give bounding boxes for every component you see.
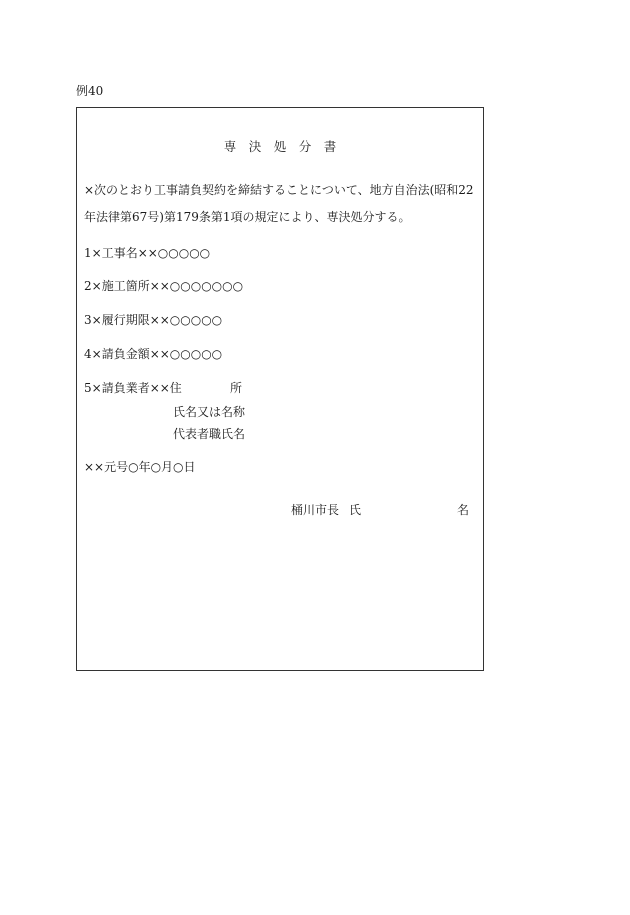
- document-title: 専 決 処 分 書: [223, 139, 337, 154]
- item-contractor: 5×請負業者××住: [84, 381, 182, 395]
- document-date: ××元号○年○月○日: [84, 460, 196, 474]
- item-contract-amount: 4×請負金額××○○○○○: [84, 347, 223, 361]
- example-label: 例40: [76, 84, 104, 98]
- item-construction-name: 1×工事名××○○○○○: [84, 246, 211, 260]
- signature-name-char-1: 氏: [349, 503, 362, 517]
- item-performance-period: 3×履行期限××○○○○○: [84, 313, 223, 327]
- contractor-name-line: 氏名又は名称: [173, 405, 246, 419]
- paragraph-line-2: 年法律第67号)第179条第1項の規定により、専決処分する。: [84, 210, 411, 224]
- paragraph-line-1: ×次のとおり工事請負契約を締結することについて、地方自治法(昭和22: [84, 183, 474, 197]
- signature-office: 桶川市長: [291, 503, 340, 517]
- document-frame: [76, 107, 484, 671]
- signature-name-char-2: 名: [457, 503, 470, 517]
- contractor-address-suffix: 所: [230, 381, 243, 395]
- item-construction-site: 2×施工箇所××○○○○○○○: [84, 279, 244, 293]
- contractor-representative-line: 代表者職氏名: [173, 427, 246, 441]
